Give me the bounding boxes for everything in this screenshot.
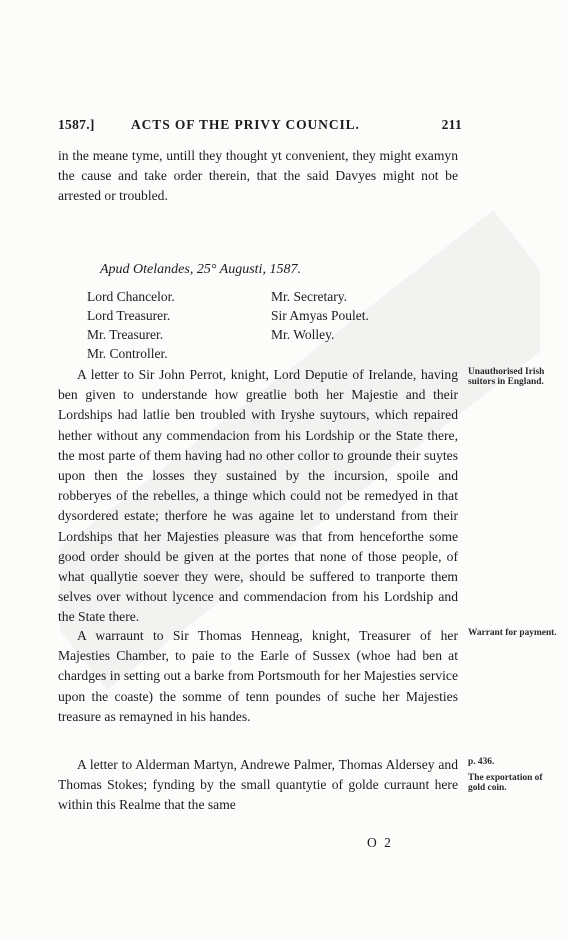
signature-mark: O 2 <box>367 835 393 850</box>
attendee: Mr. Wolley. <box>271 327 335 342</box>
page-number: 211 <box>441 117 462 132</box>
sidenote-irish-suitors: Unauthorised Irish suitors in England. <box>468 367 545 388</box>
running-head-title: ACTS OF THE PRIVY COUNCIL. <box>131 117 360 132</box>
paragraph-gold-coin: A letter to Alderman Martyn, Andrewe Palmer, Thomas Aldersey and Thomas Stokes; fynding by the small quantytie of golde curraunt here within this Realme that the same <box>58 757 458 813</box>
sidenote-page-reference: p. 436. <box>468 757 495 767</box>
paragraph-warrant: A warraunt to Sir Thomas Henneag, knight, Treasurer of her Majesties Chamber, to paie to the Earle of Sussex (whoe had ben at chardges in setting out a barke from Portsmouth for her Majesties service upon the coaste) the somme of tenn poundes of suche her Majesties treasure as remayned in his handes. <box>58 628 458 724</box>
attendance-column-left <box>87 287 175 363</box>
running-head-year: 1587.] <box>58 117 95 132</box>
attendee: Mr. Secretary. <box>271 289 347 304</box>
attendee: Sir Amyas Poulet. <box>271 308 369 323</box>
paragraph-irish-suitors: A letter to Sir John Perrot, knight, Lord Deputie of Irelande, having ben given to understande how greatlie both her Majestie and their Lordships had latlie ben troubled with Iryshe suytours, which repaired hether without any commendacion from his Lordship or the State there, the most parte of them having had no other collor to grounde their suytes upon then the losses they sustained by the incursion, spoile and robberyes of the rebelles, a thinge which could not be remedyed in that dysordered estate; therfore he was againe let to understand from their Lordships that her Majesties pleasure was that from henceforthe some good order should be given at the portes that none of those people, of what quallytie soever they were, should be suffered to tranporte them selves over without lycence and commendacion from his Lordship and the State there. <box>58 367 458 625</box>
attendee: Lord Chancelor. <box>87 289 175 304</box>
attendee: Lord Treasurer. <box>87 308 171 323</box>
attendance-column-right <box>271 287 369 344</box>
attendee: Mr. Controller. <box>87 346 168 361</box>
sidenote-gold-coin: The exportation of gold coin. <box>468 773 543 794</box>
sitting-heading: Apud Otelandes, 25° Augusti, 1587. <box>100 262 301 277</box>
attendee: Mr. Treasurer. <box>87 327 164 342</box>
opening-paragraph: in the meane tyme, untill they thought yt convenient, they might examyn the cause and take order therein, that the said Davyes might not be arrested or troubled. <box>58 148 458 204</box>
sidenote-warrant: Warrant for payment. <box>468 628 557 638</box>
running-head <box>58 117 462 137</box>
